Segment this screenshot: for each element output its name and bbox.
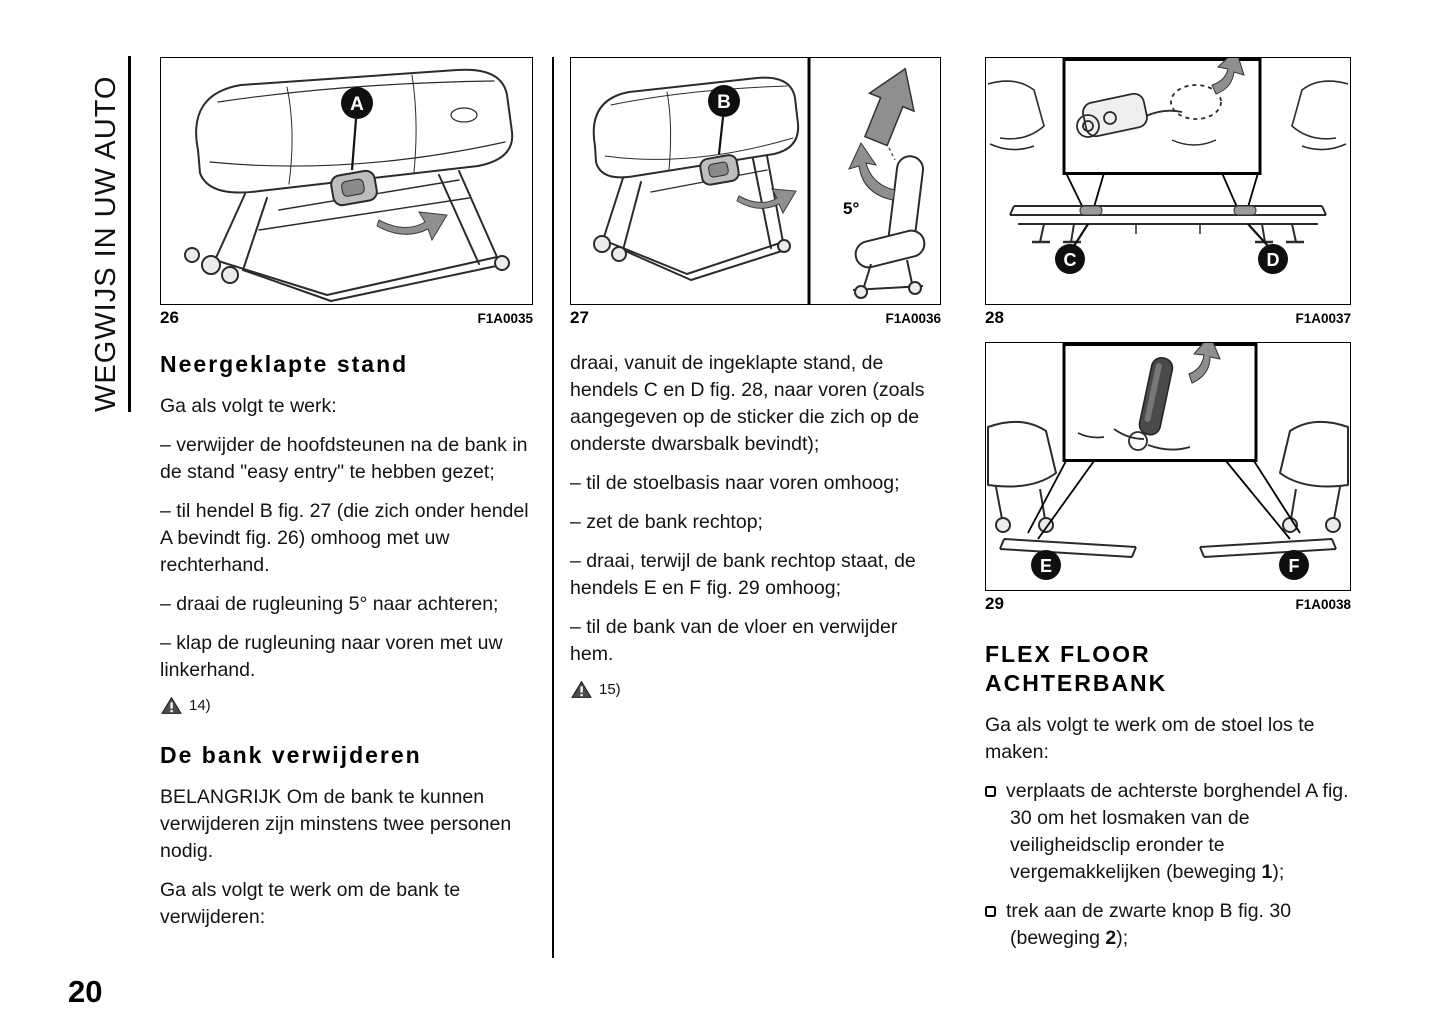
motion-arrow-icon	[737, 189, 796, 213]
figure-29-number: 29	[985, 594, 1004, 613]
col2-continuation: draai, vanuit de ingeklapte stand, de hendels C en D fig. 28, naar voren (zoals aangegeven op de sticker die zich op de onderste dwarsbalk bevindt);	[570, 352, 925, 455]
column-divider	[552, 57, 554, 958]
col2-step-1: – til de stoelbasis naar voren omhoog;	[570, 472, 900, 494]
col1-step-3: – draai de rugleuning 5° naar achteren;	[160, 593, 499, 615]
col2-step-4: – til de bank van de vloer en verwijder hem.	[570, 616, 898, 665]
heading-de-bank-verwijderen: De bank verwijderen	[160, 742, 422, 768]
warning-note-15	[571, 680, 942, 699]
column-3	[985, 640, 1353, 964]
warning-reference: 15)	[599, 681, 621, 698]
crossbar-frame	[1010, 206, 1326, 242]
figure-26-drawing	[161, 58, 532, 304]
column-2	[570, 350, 942, 725]
figure-28-code: F1A0037	[1295, 311, 1351, 326]
column-1	[160, 350, 530, 943]
motion-arrow-icon	[377, 212, 447, 240]
col1-step-2: – til hendel B fig. 27 (die zich onder hendel A bevindt fig. 26) omhoog met uw rechterhand.	[160, 500, 529, 576]
col1-outro: Ga als volgt te werk om de bank te verwijderen:	[160, 879, 461, 928]
figure-26-number: 26	[160, 308, 179, 327]
angle-label: 5°	[843, 199, 860, 218]
figure-29-caption	[985, 594, 1351, 614]
col3-bullet-1	[985, 778, 1353, 886]
figure-27-caption	[570, 308, 941, 328]
col3-bullet-2-end: );	[1116, 927, 1129, 949]
handle-c	[1080, 206, 1102, 215]
col1-step-4: – klap de rugleuning naar voren met uw linkerhand.	[160, 632, 503, 681]
recline-arrow-icon	[849, 143, 895, 200]
callout-a-label: A	[350, 94, 364, 115]
chapter-vertical-rule	[128, 56, 131, 412]
figure-26-code: F1A0035	[477, 311, 533, 326]
callout-b-label: B	[717, 92, 731, 113]
col1-intro: Ga als volgt te werk:	[160, 395, 337, 417]
movement-number-2: 2	[1105, 927, 1117, 949]
chapter-vertical-title: WEGWIJS IN UW AUTO	[90, 75, 122, 412]
figure-27-drawing	[571, 58, 940, 304]
figure-29	[985, 342, 1351, 591]
col3-bullet-1-end: );	[1272, 861, 1285, 883]
col1-important: BELANGRIJK Om de bank te kunnen verwijderen zijn minstens twee personen nodig.	[160, 786, 512, 862]
figure-28	[985, 57, 1351, 305]
col3-intro: Ga als volgt te werk om de stoel los te maken:	[985, 714, 1315, 763]
figure-29-code: F1A0038	[1295, 597, 1351, 612]
heading-neergeklapte-stand: Neergeklapte stand	[160, 351, 409, 377]
warning-reference: 14)	[189, 697, 211, 714]
warning-triangle-icon	[571, 680, 592, 699]
col2-step-3: – draai, terwijl de bank rechtop staat, de hendels E en F fig. 29 omhoog;	[570, 550, 916, 599]
col1-step-1: – verwijder de hoofdsteunen na de bank in de stand "easy entry" te hebben gezet;	[160, 434, 528, 483]
movement-number-1: 1	[1261, 861, 1273, 883]
figure-27	[570, 57, 941, 305]
figure-26	[160, 57, 533, 305]
callout-c-label: C	[1063, 250, 1077, 270]
col3-bullet-2	[985, 898, 1353, 952]
page-number: 20	[68, 974, 103, 1009]
figure-27-number: 27	[570, 308, 589, 327]
figure-28-drawing	[986, 58, 1350, 304]
col3-bullet-1-text: verplaats de achterste borghendel A fig. 30 om het losmaken van de veiligheidsclip eronder te vergemakkelijken (beweging	[1006, 780, 1349, 883]
release-handle	[330, 169, 379, 206]
callout-e-label: E	[1039, 556, 1053, 576]
warning-triangle-icon	[161, 696, 182, 715]
col3-bullet-2-text: trek aan de zwarte knop B fig. 30 (beweging	[1006, 900, 1292, 949]
warning-note-14	[161, 696, 530, 715]
square-bullet-icon	[985, 786, 996, 797]
col2-step-2: – zet de bank rechtop;	[570, 511, 763, 533]
callout-d-label: D	[1266, 250, 1280, 270]
handle-d	[1234, 206, 1256, 215]
release-handle	[699, 154, 740, 186]
figure-26-caption	[160, 308, 533, 328]
figure-28-caption	[985, 308, 1351, 328]
figure-28-number: 28	[985, 308, 1004, 327]
up-block-arrow-icon	[854, 60, 928, 150]
figure-27-code: F1A0036	[885, 311, 941, 326]
heading-flex-floor-achterbank: FLEX FLOOR ACHTERBANK	[985, 641, 1168, 696]
figure-29-drawing	[986, 343, 1350, 590]
callout-f-label: F	[1288, 556, 1300, 576]
square-bullet-icon	[985, 906, 996, 917]
